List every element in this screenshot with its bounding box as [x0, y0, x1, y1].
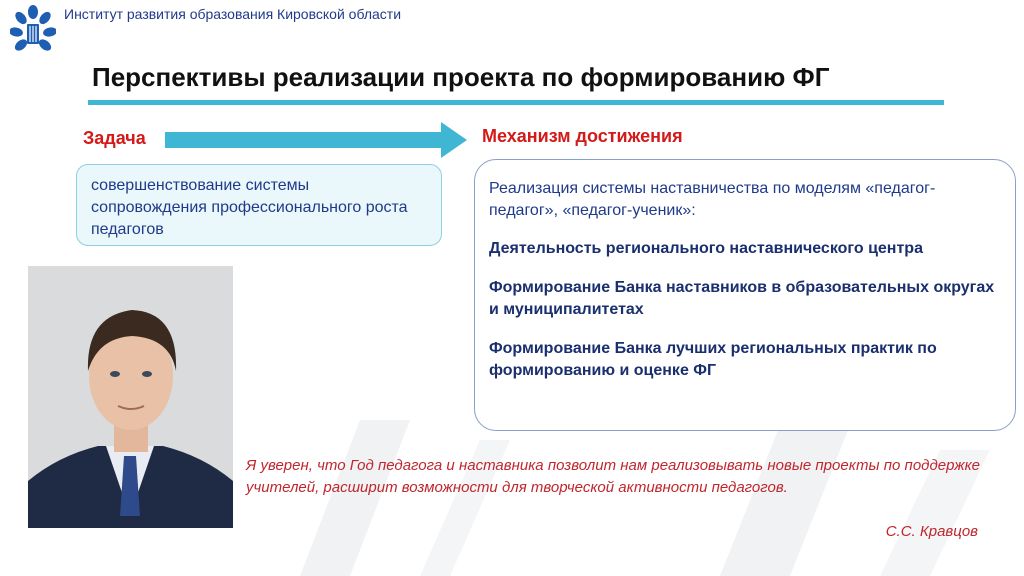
right-arrow-icon — [165, 122, 467, 158]
mechanism-box — [474, 159, 1016, 431]
task-text: совершенствование системы сопровождения профессионального роста педагогов — [91, 177, 408, 238]
speaker-portrait — [28, 266, 233, 528]
quote-author: С.С. Кравцов — [885, 523, 978, 540]
mechanism-intro: Реализация системы наставничества по моделям «педагог-педагог», «педагог-ученик»: — [489, 180, 936, 219]
title-underline — [88, 100, 944, 105]
institute-logo-icon — [10, 4, 56, 58]
mechanism-label: Механизм достижения — [482, 126, 683, 146]
organization-name: Институт развития образования Кировской области — [64, 6, 402, 22]
portrait-illustration — [28, 266, 233, 528]
task-label: Задача — [83, 128, 146, 148]
mechanism-item: Формирование Банка наставников в образовательных округах и муниципалитетах — [489, 279, 995, 318]
quote-text: Я уверен, что Год педагога и наставника позволит нам реализовывать новые проекты по поддержке учителей, расширит возможности для творческой активности педагогов. — [246, 457, 980, 496]
task-box — [76, 164, 442, 246]
mechanism-item: Формирование Банка лучших региональных практик по формированию и оценке ФГ — [489, 340, 937, 379]
page-title: Перспективы реализации проекта по формированию ФГ — [92, 62, 830, 92]
mechanism-item: Деятельность регионального наставнического центра — [489, 240, 923, 257]
